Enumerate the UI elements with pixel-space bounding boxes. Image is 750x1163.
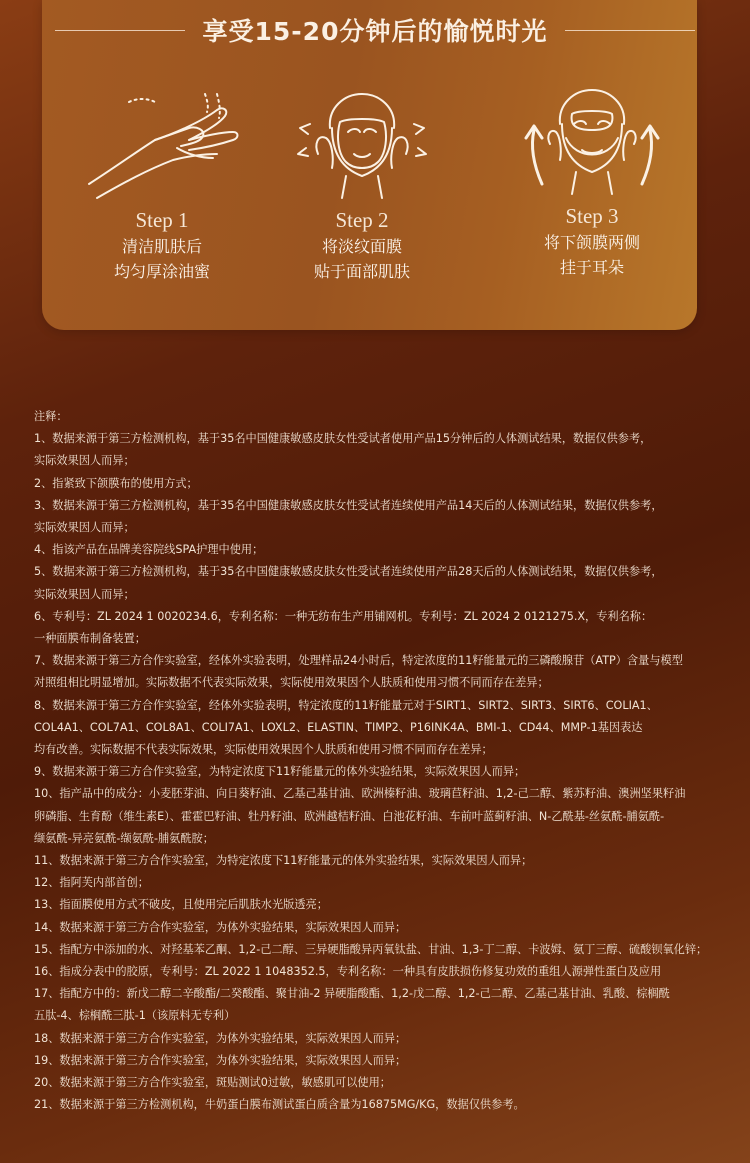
step-1-desc-line2: 均匀厚涂油蜜 — [113, 262, 210, 281]
step-1-label: Step 1 — [135, 208, 189, 232]
footnote-line: 12、指阿芙内部首创； — [34, 876, 149, 890]
footnote-line: 五肽-4、棕榈酰三肽-1（该原料无专利） — [34, 1009, 236, 1023]
step-1-desc-line1: 清洁肌肤后 — [121, 237, 202, 256]
footnote-line: 9、数据来源于第三方合作实验室，为特定浓度下11籽能量元的体外实验结果，实际效果因人而异； — [34, 765, 526, 779]
title-divider-right — [565, 30, 695, 31]
footnote-line: 19、数据来源于第三方合作实验室，为体外实验结果，实际效果因人而异； — [34, 1053, 407, 1067]
footnote-line: 实际效果因人而异； — [34, 521, 135, 535]
footnote-line: 7、数据来源于第三方合作实验室，经体外实验表明，处理样品24小时后，特定浓度的11籽能量元的三磷酸腺苷（ATP）含量与模型 — [34, 654, 683, 668]
footnote-line: 10、指产品中的成分：小麦胚芽油、向日葵籽油、乙基己基甘油、欧洲榛籽油、玻璃苣籽油、1,2-己二醇、紫苏籽油、澳洲坚果籽油 — [34, 787, 686, 801]
footnote-line: 21、数据来源于第三方检测机构，牛奶蛋白膜布测试蛋白质含量为16875MG/KG，数据仅供参考。 — [34, 1098, 525, 1112]
footnote-line: 11、数据来源于第三方合作实验室，为特定浓度下11籽能量元的体外实验结果，实际效果因人而异； — [34, 854, 533, 868]
footnote-line: 14、数据来源于第三方合作实验室，为体外实验结果，实际效果因人而异； — [34, 920, 407, 934]
face-mask-apply-icon — [292, 88, 432, 200]
footnote-line: 18、数据来源于第三方合作实验室，为体外实验结果，实际效果因人而异； — [34, 1031, 407, 1045]
footnote-line: 16、指成分表中的胶原，专利号：ZL 2022 1 1048352.5，专利名称：一种具有皮肤损伤修复功效的重组人源弹性蛋白及应用 — [34, 965, 662, 979]
footnote-line: 6、专利号：ZL 2024 1 0020234.6，专利名称：一种无纺布生产用铺网机。专利号：ZL 2024 2 0121275.X，专利名称： — [34, 609, 653, 623]
footnote-line: 17、指配方中的：新戊二醇二辛酸酯/二癸酸酯、聚甘油-2 异硬脂酸酯、1,2-戊二醇、1,2-己二醇、乙基己基甘油、乳酸、棕榈酰 — [34, 987, 670, 1001]
footnote-line: 2、指紧致下颌膜布的使用方式； — [34, 476, 198, 490]
hand-apply-icon — [77, 88, 247, 200]
step-2-desc-line1: 将淡纹面膜 — [321, 237, 402, 256]
footnote-line: 注释： — [34, 410, 68, 423]
footnotes — [34, 406, 724, 1117]
footnote-line: COL4A1、COL7A1、COL8A1、COLI7A1、LOXL2、ELASTIN、TIMP2、P16INK4A、BMI-1、CD44、MMP-1基因表达 — [34, 720, 643, 734]
chin-mask-ears-icon — [512, 84, 672, 196]
step-1 — [62, 88, 262, 283]
title-divider-left — [55, 30, 185, 31]
footnote-line: 20、数据来源于第三方合作实验室，斑贴测试0过敏，敏感肌可以使用； — [34, 1076, 391, 1090]
page-title: 享受15-20分钟后的愉悦时光 — [202, 17, 548, 46]
footnote-line: 一种面膜布制备装置； — [34, 632, 146, 646]
footnote-line: 8、数据来源于第三方合作实验室，经体外实验表明，特定浓度的11籽能量元对于SIRT1、SIRT2、SIRT3、SIRT6、COLIA1、 — [34, 698, 658, 712]
step-2-desc-line2: 贴于面部肌肤 — [313, 262, 410, 281]
step-3-label: Step 3 — [565, 204, 619, 228]
footnote-line: 13、指面膜使用方式不破皮，且使用完后肌肤水光版透亮； — [34, 898, 328, 912]
footnote-line: 缬氨酰-异亮氨酰-缬氨酰-脯氨酰胺； — [34, 831, 214, 845]
footnote-line: 均有改善。实际数据不代表实际效果，实际使用效果因个人肤质和使用习惯不同而存在差异； — [34, 743, 493, 757]
footnote-line: 实际效果因人而异； — [34, 454, 135, 468]
footnote-line: 4、指该产品在品牌美容院线SPA护理中使用； — [34, 543, 264, 557]
step-3-desc-line2: 挂于耳朵 — [559, 258, 624, 277]
footnote-line: 15、指配方中添加的水、对羟基苯乙酮、1,2-己二醇、三异硬脂酸异丙氧钛盐、甘油、1,3-丁二醇、卡波姆、氨丁三醇、硫酸钡氧化锌； — [34, 942, 708, 956]
footnote-line: 对照组相比明显增加。实际数据不代表实际效果，实际使用效果因个人肤质和使用习惯不同而存在差异； — [34, 676, 549, 690]
footnote-line: 1、数据来源于第三方检测机构，基于35名中国健康敏感皮肤女性受试者使用产品15分钟后的人体测试结果，数据仅供参考， — [34, 432, 652, 446]
title-row — [0, 12, 750, 48]
footnote-line: 实际效果因人而异； — [34, 587, 135, 601]
step-2 — [262, 88, 462, 283]
step-3-desc-line1: 将下颌膜两侧 — [543, 233, 640, 252]
step-2-label: Step 2 — [335, 208, 389, 232]
footnote-line: 卵磷脂、生育酚（维生素E）、霍霍巴籽油、牡丹籽油、欧洲越桔籽油、白池花籽油、车前叶蓝蓟籽油、N-乙酰基-丝氨酰-脯氨酰- — [34, 809, 665, 823]
step-3 — [492, 84, 692, 279]
footnote-line: 3、数据来源于第三方检测机构，基于35名中国健康敏感皮肤女性受试者连续使用产品14天后的人体测试结果，数据仅供参考， — [34, 498, 663, 512]
footnote-line: 5、数据来源于第三方检测机构，基于35名中国健康敏感皮肤女性受试者连续使用产品28天后的人体测试结果，数据仅供参考， — [34, 565, 663, 579]
